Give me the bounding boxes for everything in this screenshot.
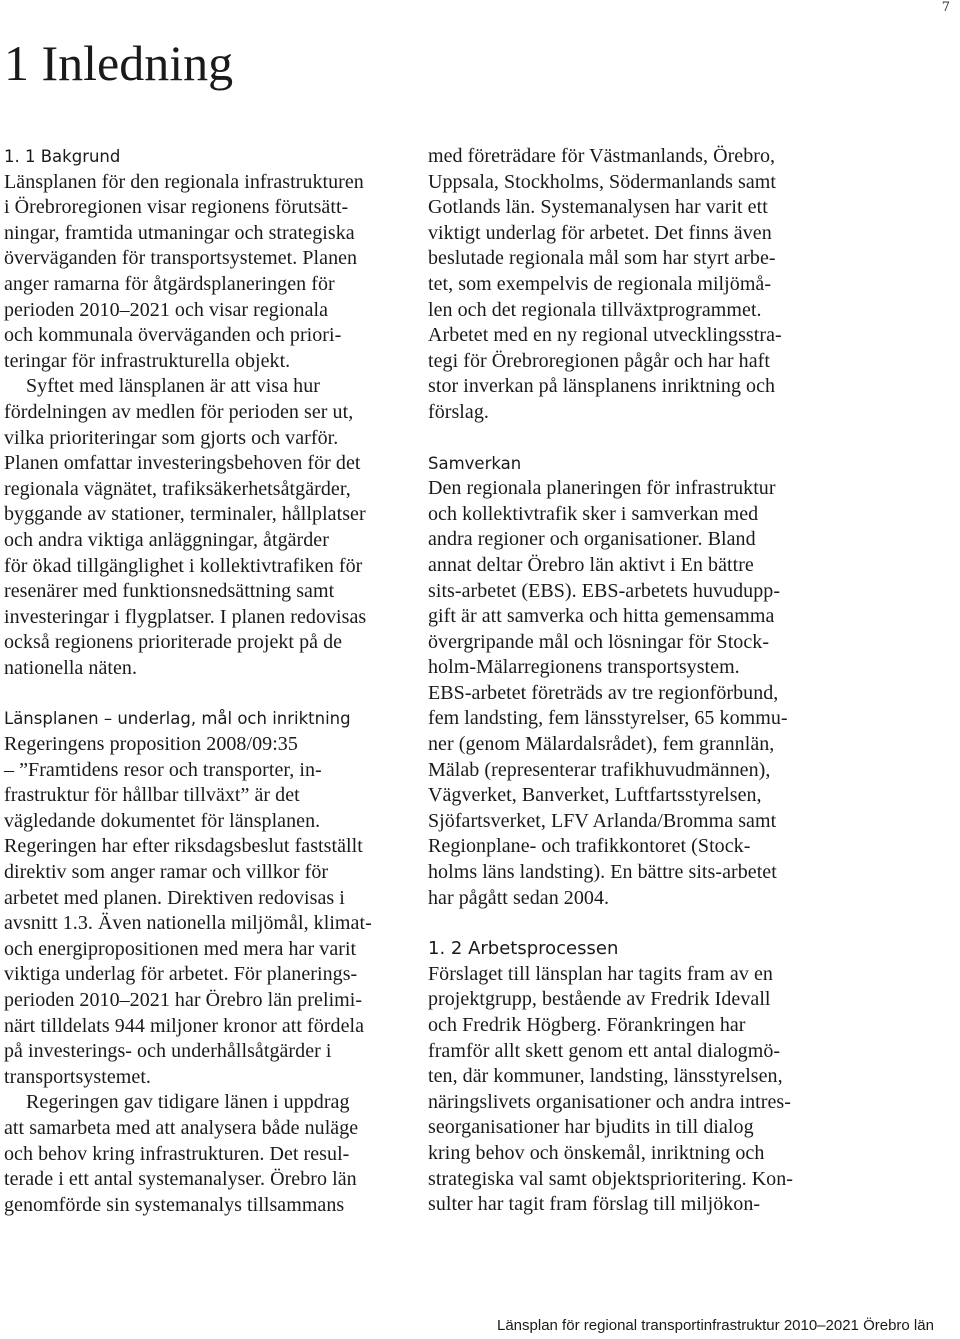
text-line: andra regioner och organisationer. Bland (428, 528, 756, 551)
text-line: Vägverket, Banverket, Luftfartsstyrelsen, (428, 784, 762, 807)
page-number: 7 (941, 0, 950, 15)
section-heading-lansplanen: Länsplanen – underlag, mål och inriktning (4, 709, 351, 729)
text-line: i Örebroregionen visar regionens förutsätt- (4, 196, 349, 219)
text-line: Mälab (representerar trafikhuvudmännen), (428, 758, 771, 781)
section-heading-bakgrund: 1. 1 Bakgrund (4, 147, 121, 166)
text-line: förslag. (428, 400, 489, 423)
text-line: Arbetet med en ny regional utvecklingsstra- (428, 324, 782, 347)
paragraph (4, 1090, 424, 1218)
text-line: ningar, framtida utmaningar och strategiska (4, 221, 355, 244)
text-line: kring behov och önskemål, inriktning och (428, 1141, 765, 1164)
text-line: och andra viktiga anläggningar, åtgärder (4, 528, 329, 551)
text-line: frastruktur för hållbar tillväxt” är det (4, 784, 300, 807)
text-line: för ökad tillgänglighet i kollektivtrafiken för (4, 554, 363, 577)
text-line: holm-Mälarregionens transportsystem. (428, 656, 740, 679)
text-line: annat deltar Örebro län aktivt i En bättre (428, 553, 754, 576)
text-line: övergripande mål och lösningar för Stock- (428, 630, 770, 653)
text-line: viktigt underlag för arbetet. Det finns även (428, 221, 772, 244)
chapter-title: 1 Inledning (4, 35, 234, 91)
text-line: näringslivets organisationer och andra intres- (428, 1090, 791, 1113)
text-line: perioden 2010–2021 och visar regionala (4, 298, 329, 321)
text-line: fördelningen av medlen för perioden ser ut, (4, 400, 354, 423)
text-line: seorganisationer har bjudits in till dialog (428, 1116, 754, 1139)
paragraph (4, 170, 424, 375)
text-line: Syftet med länsplanen är att visa hur (26, 375, 320, 398)
text-line: också regionens prioriterade projekt på de (4, 631, 343, 654)
text-line: resenärer med funktionsnedsättning samt (4, 580, 335, 603)
text-line: Den regionala planeringen för infrastruktur (428, 477, 776, 500)
text-line: sulter har tagit fram förslag till miljökon- (428, 1193, 761, 1216)
text-line: har pågått sedan 2004. (428, 886, 610, 909)
spacer (428, 426, 848, 451)
text-line: byggande av stationer, terminaler, hållplatser (4, 503, 366, 526)
text-line: Planen omfattar investeringsbehoven för det (4, 452, 361, 475)
text-line: ten, där kommuner, landsting, länsstyrelsen, (428, 1065, 783, 1088)
text-line: och energipropositionen med mera har varit (4, 937, 357, 960)
text-line: arbetet med planen. Direktiven redovisas i (4, 886, 345, 909)
right-column (428, 144, 848, 1218)
text-line: len och det regionala tillväxtprogrammet. (428, 298, 762, 321)
text-line: holms läns landsting). En bättre sits-arbetet (428, 861, 777, 884)
text-line: regionala vägnätet, trafiksäkerhetsåtgärder, (4, 477, 351, 500)
text-line: – ”Framtidens resor och transporter, in- (4, 758, 322, 781)
text-line: överväganden för transportsystemet. Planen (4, 247, 358, 270)
text-line: stor inverkan på länsplanens inriktning och (428, 375, 776, 398)
text-line: anger ramarna för åtgärdsplaneringen för (4, 272, 335, 295)
text-line: terade i ett antal systemanalyser. Örebro län (4, 1168, 357, 1191)
text-line: sits-arbetet (EBS). EBS-arbetets huvudupp- (428, 579, 781, 602)
left-column (4, 144, 424, 1218)
text-line: transportsystemet. (4, 1065, 151, 1088)
text-line: med företrädare för Västmanlands, Örebro, (428, 145, 776, 167)
text-line: Länsplanen för den regionala infrastrukturen (4, 170, 364, 193)
paragraph (428, 962, 848, 1218)
text-line: nationella näten. (4, 656, 138, 679)
text-line: teringar för infrastrukturella objekt. (4, 349, 291, 372)
text-line: Gotlands län. Systemanalysen har varit ett (428, 196, 768, 219)
text-line: avsnitt 1.3. Även nationella miljömål, klimat- (4, 912, 372, 935)
text-line: Regeringen gav tidigare länen i uppdrag (26, 1091, 350, 1114)
text-line: och kollektivtrafik sker i samverkan med (428, 502, 759, 525)
paragraph (4, 374, 424, 681)
text-line: direktiv som anger ramar och villkor för (4, 861, 329, 884)
text-line: och kommunala överväganden och priori- (4, 324, 342, 347)
text-line: Sjöfartsverket, LFV Arlanda/Bromma samt (428, 809, 777, 832)
text-line: Regeringen har efter riksdagsbeslut fastställt (4, 835, 363, 858)
text-line: perioden 2010–2021 har Örebro län prelimi- (4, 989, 363, 1011)
text-line: vilka prioriteringar som gjorts och varför. (4, 426, 339, 449)
text-line: gift är att samverka och hitta gemensamma (428, 605, 775, 628)
paragraph (428, 144, 848, 426)
section-heading-arbetsprocessen: 1. 2 Arbetsprocessen (428, 938, 619, 960)
paragraph (4, 732, 424, 1090)
text-line: närt tilldelats 944 miljoner kronor att fördela (4, 1014, 365, 1037)
text-line: Uppsala, Stockholms, Södermanlands samt (428, 170, 777, 193)
text-line: och behov kring infrastrukturen. Det resul- (4, 1142, 350, 1165)
text-line: investeringar i flygplatser. I planen redovisas (4, 605, 367, 628)
text-line: tet, som exempelvis de regionala miljömå- (428, 272, 772, 295)
text-line: genomförde sin systemanalys tillsammans (4, 1193, 345, 1216)
text-line: vägledande dokumentet för länsplanen. (4, 809, 321, 832)
page-footer: Länsplan för regional transportinfrastruktur 2010–2021 Örebro län (497, 1317, 934, 1334)
text-line: och Fredrik Högberg. Förankringen har (428, 1014, 746, 1036)
text-line: EBS-arbetet företräds av tre regionförbund, (428, 681, 779, 704)
text-line: beslutade regionala mål som har styrt arbe- (428, 247, 776, 270)
text-line: framför allt skett genom ett antal dialogmö- (428, 1039, 781, 1062)
text-line: Regeringens proposition 2008/09:35 (4, 733, 298, 756)
text-line: fem landsting, fem länsstyrelser, 65 kommu- (428, 707, 788, 730)
text-line: Regionplane- och trafikkontoret (Stock- (428, 835, 751, 858)
text-line: Förslaget till länsplan har tagits fram av en (428, 962, 773, 985)
text-line: projektgrupp, bestående av Fredrik Idevall (428, 988, 771, 1011)
text-line: strategiska val samt objektsprioritering. Kon- (428, 1167, 793, 1190)
text-line: viktiga underlag för arbetet. För planerings- (4, 963, 358, 986)
paragraph (428, 476, 848, 911)
spacer (4, 681, 424, 706)
section-heading-samverkan: Samverkan (428, 453, 522, 473)
text-line: ner (genom Mälardalsrådet), fem grannlän, (428, 733, 775, 756)
spacer (428, 911, 848, 936)
text-line: att samarbeta med att analysera både nuläge (4, 1116, 359, 1139)
text-line: tegi för Örebroregionen pågår och har haft (428, 349, 770, 372)
text-line: på investerings- och underhållsåtgärder i (4, 1040, 332, 1063)
